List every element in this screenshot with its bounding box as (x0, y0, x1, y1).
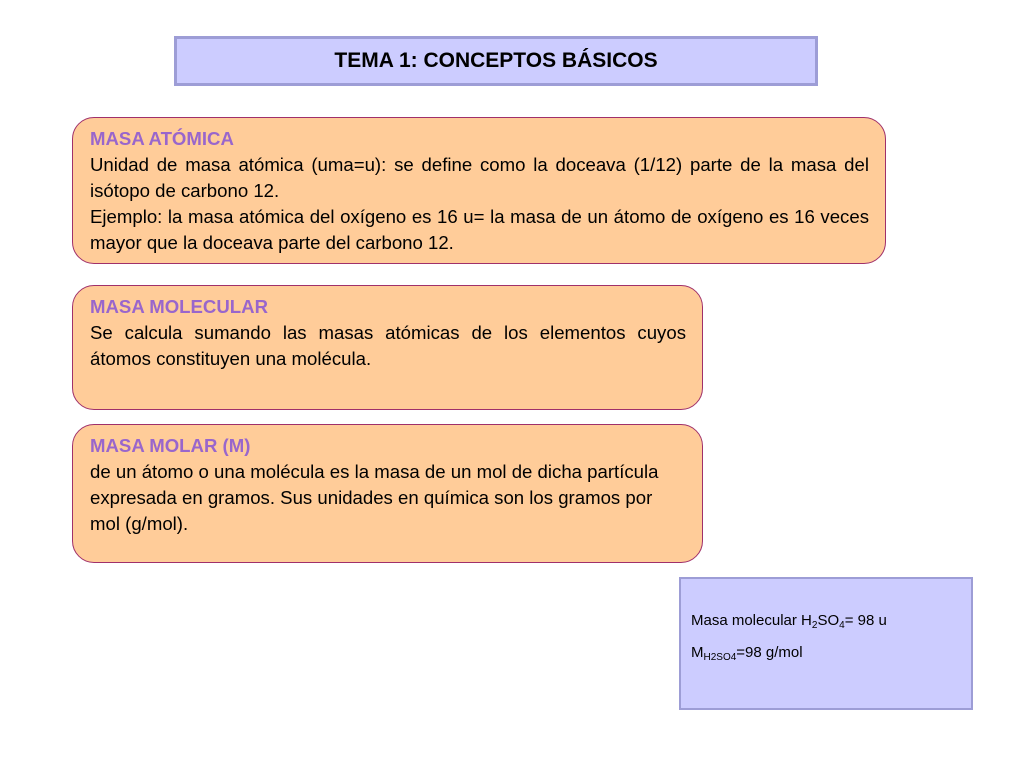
example-subscript: 2 (811, 620, 818, 631)
card-paragraph: de un átomo o una molécula es la masa de un mol de dicha partícula expresada en gramos. Sus unidades en química son los gramos por mol (g/mol). (90, 461, 659, 534)
card-paragraph: Ejemplo: la masa atómica del oxígeno es 16 u= la masa de un átomo de oxígeno es 16 veces mayor que la doceava parte del carbono 12. (90, 206, 869, 253)
example-subscript: H2SO4 (703, 652, 737, 663)
example-text: Masa molecular H (691, 612, 812, 629)
example-subscript: 4 (839, 620, 845, 631)
example-text: M (691, 644, 704, 661)
card-heading-masa-atomica: MASA ATÓMICA (90, 128, 234, 149)
example-line-molar-mass (691, 644, 961, 662)
page-title (174, 36, 818, 86)
card-masa-atomica (72, 117, 886, 264)
example-text: =98 g/mol (736, 644, 803, 661)
card-masa-molecular (72, 285, 703, 410)
example-text: = 98 u (844, 612, 887, 629)
card-heading-masa-molar: MASA MOLAR (M) (90, 435, 251, 456)
card-heading-masa-molecular: MASA MOLECULAR (90, 296, 269, 317)
example-text: SO (817, 612, 840, 629)
card-paragraph: Se calcula sumando las masas atómicas de los elementos cuyos átomos constituyen una molécula. (90, 322, 686, 369)
card-masa-molar (72, 424, 703, 563)
card-paragraph: Unidad de masa atómica (uma=u): se define como la doceava (1/12) parte de la masa del isótopo de carbono 12. (90, 154, 869, 201)
page-title-text: TEMA 1: CONCEPTOS BÁSICOS (334, 49, 658, 72)
example-line-molecular-mass (691, 612, 961, 630)
example-box (679, 577, 973, 710)
